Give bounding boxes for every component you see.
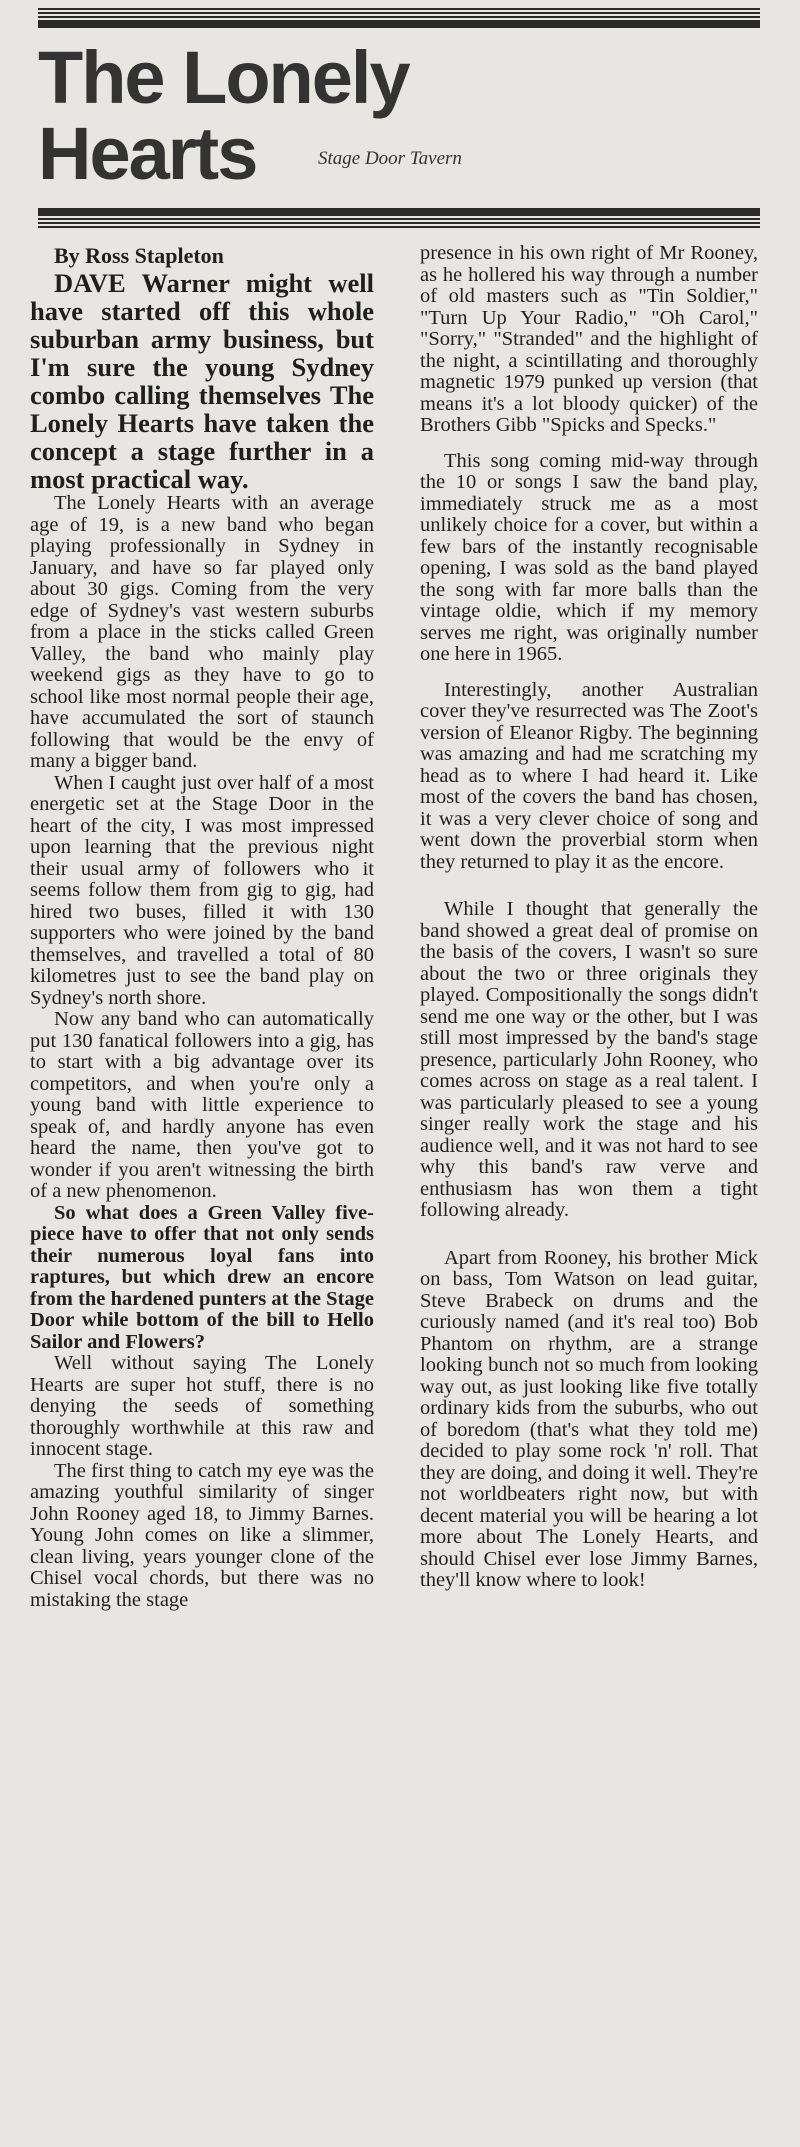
header-rule	[38, 218, 760, 228]
intro-paragraph: DAVE Warner might well have started off this whole suburban army business, but I'm sure the young Sydney combo calling themselves The Lonely Hearts have taken the concept a stage further in a most practical way.	[30, 268, 374, 494]
headline-line2: Hearts	[38, 112, 257, 195]
subhead-paragraph: So what does a Green Valley five-piece have to offer that not only sends their numerous loyal fans into raptures, but which drew an encore from the hardened punters at the Stage Door while bottom of the bill to Hello Sailor and Flowers?	[30, 1201, 374, 1353]
body-paragraph: Well without saying The Lonely Hearts are super hot stuff, there is no denying the seeds of something thoroughly worthwhile at this raw and innocent stage.	[30, 1352, 374, 1460]
byline: By Ross Stapleton	[54, 243, 224, 268]
body-paragraph: Apart from Rooney, his brother Mick on bass, Tom Watson on lead guitar, Steve Brabeck on drums and the curiously named (and it's real too) Bob Phantom on rhythm, are a strange looking bunch not so much from looking way out, as just looking like five totally ordinary kids from the suburbs, who out of boredom (that's what they told me) decided to play some rock 'n' roll. That they are doing, and doing it well. They're not worldbeaters right now, but with decent material you will be hearing a lot more about The Lonely Hearts, and should Chisel ever lose Jimmy Barnes, they'll know where to look!	[420, 1246, 758, 1591]
body-paragraph: Now any band who can automatically put 130 fanatical followers into a gig, has to start with a big advantage over its competitors, and when you're only a young band with little experience to speak of, and hardly anyone has even heard the name, then you've got to wonder if you aren't witnessing the birth of a new phenomenon.	[30, 1008, 374, 1202]
body-paragraph: The Lonely Hearts with an average age of 19, is a new band who began playing professionally in Sydney in January, and have so far played only about 30 gigs. Coming from the very edge of Sydney's vast western suburbs from a place in the sticks called Green Valley, the band who mainly play weekend gigs as they have to go to school like most normal people their age, have accumulated the sort of staunch following that would be the envy of many a bigger band.	[30, 492, 374, 772]
headline-line1: The Lonely	[38, 36, 409, 119]
body-paragraph: This song coming mid-way through the 10 or songs I saw the band play, immediately struck me as a most unlikely choice for a cover, but within a few bars of the instantly recognisable opening, I was sold as the band played the song with far more balls than the vintage oldie, which if my memory serves me right, was originally number one here in 1965.	[420, 449, 758, 665]
article-column-left	[30, 243, 374, 1611]
body-paragraph: When I caught just over half of a most energetic set at the Stage Door in the heart of the city, I was most impressed upon learning that the previous night their usual army of followers who it seems follow them from gig to gig, had hired two buses, filled it with 130 supporters who were joined by the band themselves, and travelled a total of 80 kilometres just to see the band play on Sydney's north shore.	[30, 771, 374, 1009]
body-paragraph: presence in his own right of Mr Rooney, as he hollered his way through a number of old masters such as "Tin Soldier," "Turn Up Your Radio," "Oh Carol," "Sorry," "Stranded" and the highlight of the night, a scintillating and thoroughly magnetic 1979 punked up version (that means it's a lot bloody quicker) of the Brothers Gibb "Spicks and Specks."	[420, 242, 758, 436]
top-rule	[38, 6, 760, 18]
body-paragraph: Interestingly, another Australian cover they've resurrected was The Zoot's version of Eleanor Rigby. The beginning was amazing and had me scratching my head as to where I had heard it. Like most of the covers the band has chosen, it was a very clever choice of song and went down the proverbial storm when they returned to play it as the encore.	[420, 678, 758, 873]
article-column-right	[420, 243, 758, 1592]
venue-label: Stage Door Tavern	[318, 148, 462, 169]
body-paragraph: While I thought that generally the band showed a great deal of promise on the basis of the covers, I wasn't so sure about the two or three originals they played. Compositionally the songs didn't send me one way or the other, but I was still most impressed by the band's stage presence, particularly John Rooney, who comes across on stage as a real talent. I was particularly pleased to see a young singer really work the stage and his audience well, and it was not hard to see why this band's raw verve and enthusiasm has won them a tight following already.	[420, 898, 758, 1221]
top-rule-thick	[38, 20, 760, 28]
header-rule-thick	[38, 208, 760, 216]
body-paragraph: The first thing to catch my eye was the amazing youthful similarity of singer John Rooney aged 18, to Jimmy Barnes. Young John comes on like a slimmer, clean living, years younger clone of the Chisel vocal chords, but there was no mistaking the stage	[30, 1459, 374, 1611]
